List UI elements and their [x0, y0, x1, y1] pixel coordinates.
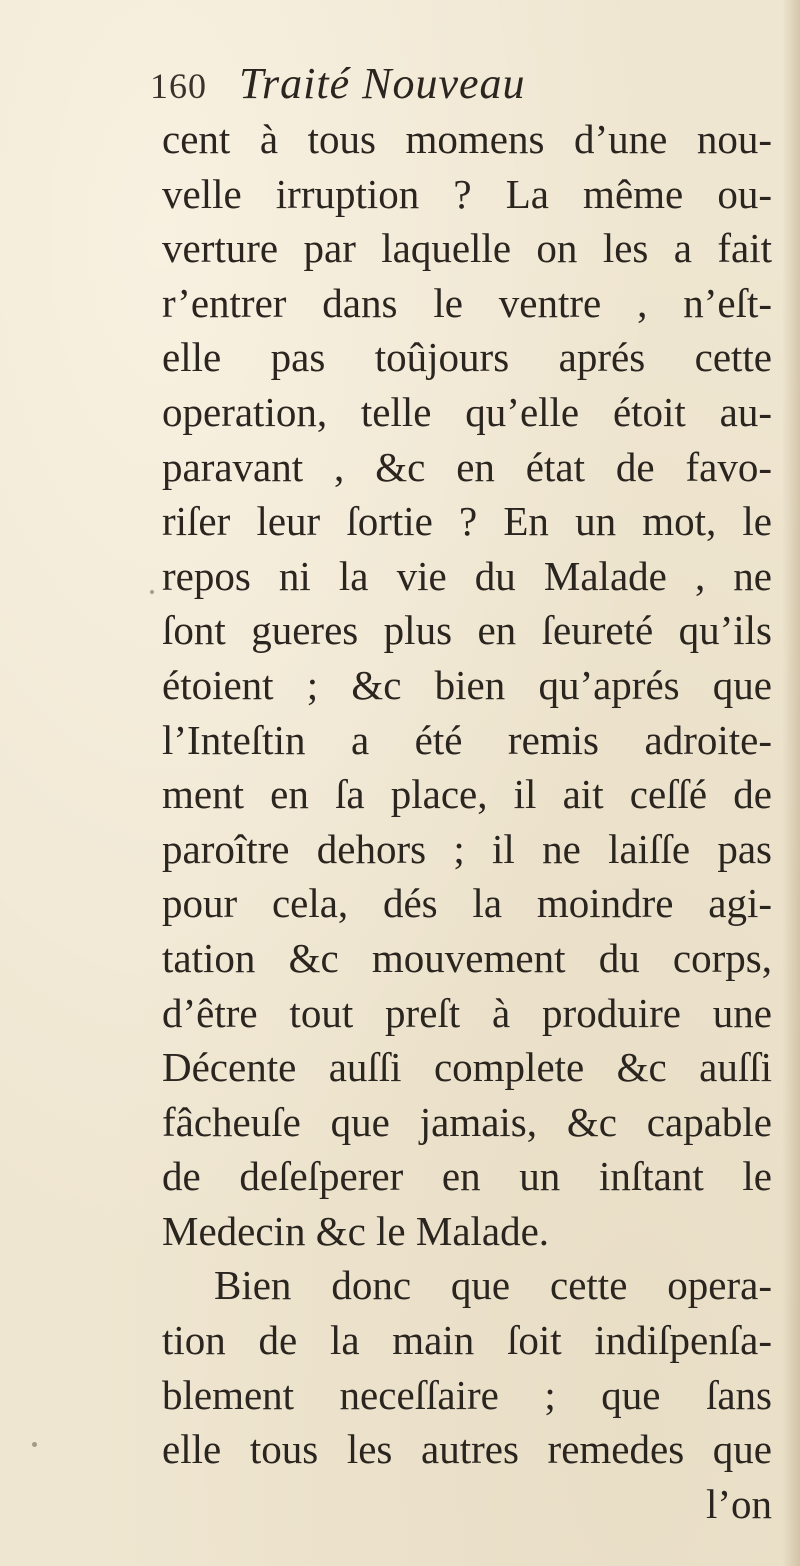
text-line: r’entrer dans le ventre , n’eſt- — [162, 279, 772, 326]
text-line: ment en ſa place, il ait ceſſé de — [162, 771, 772, 818]
text-line: Décente auſſi complete &c auſſi — [162, 1044, 772, 1091]
text-line: de deſeſperer en un inſtant le — [162, 1153, 772, 1200]
page-number: 160 — [150, 66, 207, 106]
text-line: pour cela, dés la moindre agi- — [162, 880, 772, 927]
running-title: Traité Nouveau — [239, 59, 526, 108]
text-line: cent à tous momens d’une nou- — [162, 116, 772, 162]
text-line: paroître dehors ; il ne laiſſe pas — [162, 825, 772, 872]
paper-speck — [150, 590, 154, 594]
page-header — [150, 58, 526, 108]
text-line: elle pas toûjours aprés cette — [162, 334, 772, 381]
text-line: operation, telle qu’elle étoit au- — [162, 388, 772, 435]
text-line: tion de la main ſoit indiſpenſa- — [162, 1317, 772, 1364]
text-line: blement neceſſaire ; que ſans — [162, 1371, 772, 1418]
text-line: verture par laquelle on les a fait — [162, 225, 772, 272]
body-text — [162, 112, 772, 1531]
catchword: l’on — [705, 1480, 772, 1527]
text-line: paravant , &c en état de favo- — [162, 443, 772, 490]
text-line: d’être tout preſt à produire une — [162, 989, 772, 1036]
text-line: l’Inteſtin a été remis adroite- — [162, 716, 772, 763]
text-line: riſer leur ſortie ? En un mot, le — [162, 498, 772, 545]
text-line: Bien donc que cette opera- — [214, 1262, 772, 1309]
text-line: étoient ; &c bien qu’aprés que — [162, 661, 772, 708]
text-line: velle irruption ? La même ou- — [162, 170, 772, 217]
text-line: elle tous les autres remedes que — [162, 1426, 772, 1473]
page-edge-shadow — [782, 0, 800, 1566]
text-line: ſont gueres plus en ſeureté qu’ils — [162, 607, 772, 654]
text-line: tation &c mouvement du corps, — [162, 934, 772, 981]
text-line: fâcheuſe que jamais, &c capable — [162, 1098, 772, 1145]
text-line: Medecin &c le Malade. — [162, 1207, 550, 1254]
paper-speck — [32, 1442, 37, 1447]
text-line: repos ni la vie du Malade , ne — [162, 552, 772, 599]
